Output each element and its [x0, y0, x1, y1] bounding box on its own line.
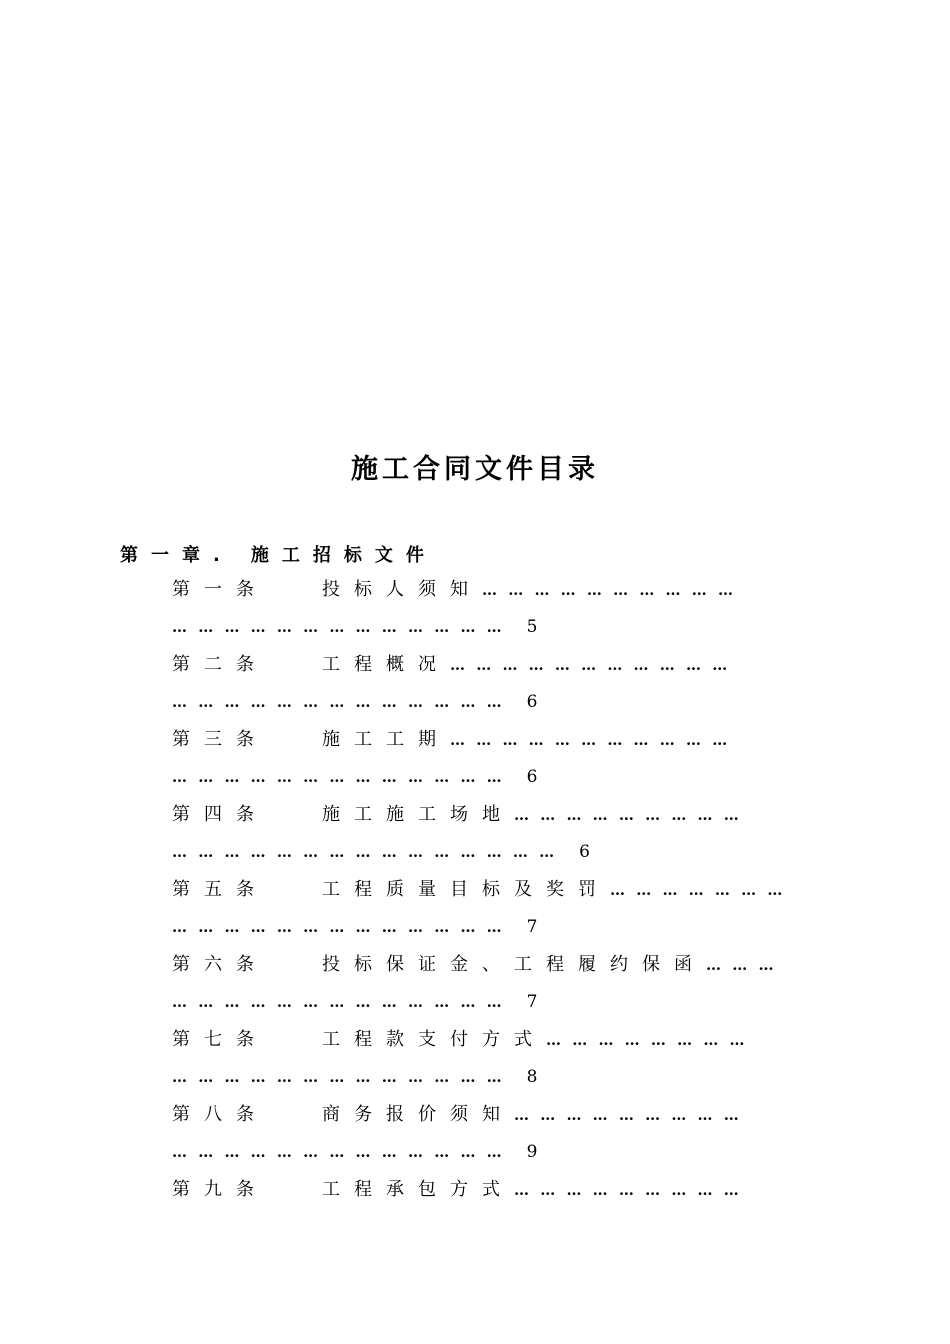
leader-dots: … … … … … … … … … … … … … [172, 768, 505, 786]
article-title: 商务报价须知 [322, 1104, 514, 1125]
article-title: 工程质量目标及奖罚 [322, 879, 610, 900]
article-number: 第三条 [172, 729, 268, 750]
toc-entry[interactable] [172, 873, 822, 948]
leader-dots: … … … … … … … … … … … … … … … [172, 843, 558, 861]
toc-entry[interactable] [172, 948, 822, 1023]
chapter-label: 第一章. [120, 545, 233, 566]
leader-dots: … … … … … … … … … … … … … [172, 618, 505, 636]
page-number: 7 [526, 992, 538, 1012]
article-number: 第九条 [172, 1179, 268, 1200]
leader-dots: … … … … … … … … [546, 1031, 748, 1049]
page-number: 9 [526, 1142, 538, 1162]
article-number: 第七条 [172, 1029, 268, 1050]
article-number: 第二条 [172, 654, 268, 675]
toc-entry[interactable] [172, 573, 822, 648]
leader-dots: … … … … … … … [610, 881, 786, 899]
leader-dots: … … … … … … … … … … … … … [172, 993, 505, 1011]
toc-entry[interactable] [172, 1023, 822, 1098]
article-number: 第五条 [172, 879, 268, 900]
page-number: 7 [526, 917, 538, 937]
leader-dots: … … … … … … … … … [514, 1181, 742, 1199]
leader-dots: … … … … … … … … … … … … … [172, 1068, 505, 1086]
chapter-title: 施工招标文件 [250, 545, 437, 566]
leader-dots: … … … … … … … … … … … … … [172, 918, 505, 936]
toc-entry[interactable] [172, 1098, 822, 1173]
toc-entry[interactable] [172, 798, 822, 873]
article-title: 投标人须知 [322, 579, 482, 600]
article-title: 施工施工场地 [322, 804, 514, 825]
page-number: 6 [579, 842, 590, 862]
article-number: 第八条 [172, 1104, 268, 1125]
leader-dots: … … … … … … … … … … [482, 581, 736, 599]
chapter-heading [120, 542, 437, 570]
page-number: 6 [526, 692, 538, 712]
toc-entry[interactable] [172, 723, 822, 798]
article-title: 施工工期 [322, 729, 450, 750]
article-number: 第一条 [172, 579, 268, 600]
table-of-contents [172, 573, 822, 1248]
toc-entry[interactable] [172, 648, 822, 723]
article-number: 第六条 [172, 954, 268, 975]
toc-entry[interactable] [172, 1173, 822, 1248]
article-title: 投标保证金、工程履约保函 [322, 954, 706, 975]
leader-dots: … … … … … … … … … … … [450, 656, 731, 674]
leader-dots: … … … … … … … … … [514, 806, 742, 824]
leader-dots: … … … … … … … … … [514, 1106, 742, 1124]
article-title: 工程承包方式 [322, 1179, 514, 1200]
leader-dots: … … … … … … … … … … … … … [172, 693, 505, 711]
page-number: 8 [526, 1067, 538, 1087]
page-number: 6 [526, 767, 538, 787]
leader-dots: … … … … … … … … … … … … … [172, 1143, 505, 1161]
leader-dots: … … … [706, 956, 777, 974]
leader-dots: … … … … … … … … … … … [450, 731, 731, 749]
page-number: 5 [526, 617, 538, 637]
article-title: 工程款支付方式 [322, 1029, 546, 1050]
document-title: 施工合同文件目录 [351, 454, 599, 485]
article-title: 工程概况 [322, 654, 450, 675]
article-number: 第四条 [172, 804, 268, 825]
